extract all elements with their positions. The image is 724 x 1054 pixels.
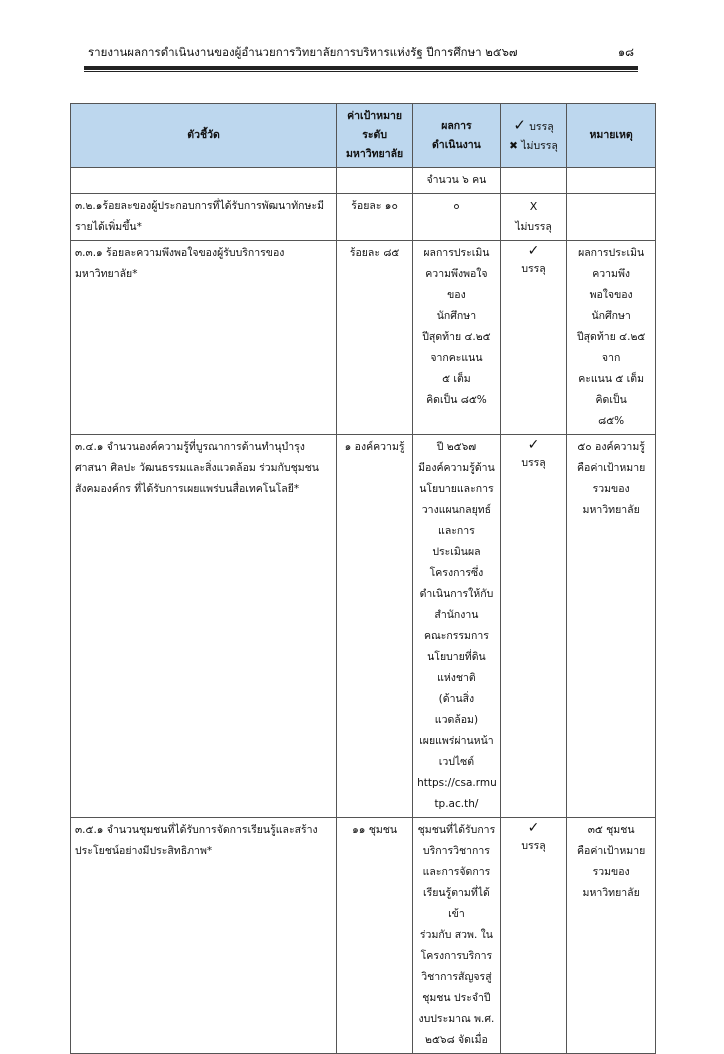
indicator-cell: ๓.๓.๑ ร้อยละความพึงพอใจของผู้รับบริการของมหาวิทยาลัย*: [71, 241, 337, 435]
result-line: tp.ac.th/: [434, 798, 479, 810]
result-line: เวปไซต์: [438, 756, 475, 768]
result-cell: [413, 194, 501, 241]
result-line: ดำเนินการให้กับ: [419, 588, 494, 600]
target-cell: ร้อยละ ๘๕: [337, 241, 413, 435]
status-cell: [500, 194, 567, 241]
note-line: คือค่าเป้าหมายรวมของ: [576, 462, 646, 495]
status-cell: [500, 818, 567, 1054]
note-line: ผลการประเมินความพึง: [578, 247, 645, 280]
result-line: บริการวิชาการ: [422, 845, 490, 857]
header-rule-thin: [84, 71, 638, 72]
result-cell: [413, 168, 501, 194]
page-number: ๑๘: [617, 45, 634, 59]
header-note: หมายเหตุ: [567, 104, 656, 168]
result-line: ชุมชนที่ได้รับการ: [417, 824, 496, 836]
result-line: มีองค์ความรู้ด้าน: [418, 462, 495, 474]
report-title: รายงานผลการดำเนินงานของผู้อำนวยการวิทยาลัยการบริหารแห่งรัฐ ปีการศึกษา ๒๕๖๗: [88, 45, 518, 59]
check-icon: ✓: [513, 115, 526, 134]
result-line: และการจัดการ: [422, 866, 491, 878]
result-line: แห่งชาติ: [437, 672, 476, 684]
header-result: [413, 104, 501, 168]
indicator-cell: ๓.๔.๑ จำนวนองค์ความรู้ที่บูรณาการด้านทำนุบำรุงศาสนา ศิลปะ วัฒนธรรมและสิ่งแวดล้อม ร่วมกับชุมชน สังคมองค์กร ที่ได้รับการเผยแพร่บนสื่อเทคโนโลยี*: [71, 435, 337, 818]
note-cell: [567, 241, 656, 435]
result-line: เรียนรู้ตามที่ได้เข้า: [423, 887, 490, 920]
header-result-line: ผลการ: [441, 119, 472, 132]
result-line: ความพึงพอใจของ: [425, 268, 488, 301]
target-cell: [337, 168, 413, 194]
result-line: ๕ เต็ม: [442, 373, 471, 385]
note-line: มหาวิทยาลัย: [582, 504, 640, 516]
indicator-cell: ๓.๕.๑ จำนวนชุมชนที่ได้รับการจัดการเรียนรู้และสร้างประโยชน์อย่างมีประสิทธิภาพ*: [71, 818, 337, 1054]
result-line: จำนวน ๖ คน: [426, 174, 487, 186]
header-status: [500, 104, 567, 168]
result-line: และการ: [438, 525, 475, 537]
result-cell: [413, 241, 501, 435]
target-cell: ๑๑ ชุมชน: [337, 818, 413, 1054]
note-line: คือค่าเป้าหมายรวมของ: [576, 845, 646, 878]
note-cell: [567, 168, 656, 194]
result-line: เผยแพร่ผ่านหน้า: [419, 735, 494, 747]
result-line: ชุมชน ประจำปี: [422, 992, 491, 1004]
note-cell: [567, 194, 656, 241]
header-target: [337, 104, 413, 168]
note-line: ปีสุดท้าย ๔.๒๕ จาก: [576, 331, 646, 364]
result-line: ๐: [453, 200, 460, 212]
result-line: ร่วมกับ สวพ. ใน: [419, 929, 493, 941]
note-line: พอใจของนักศึกษา: [589, 289, 633, 322]
indicator-table: [70, 103, 656, 1054]
result-cell: [413, 818, 501, 1054]
result-line: https://csa.rmu: [417, 777, 497, 789]
status-not-met-legend: [505, 137, 563, 156]
target-cell: ร้อยละ ๑๐: [337, 194, 413, 241]
result-cell: [413, 435, 501, 818]
status-not-met-label: ไม่บรรลุ: [521, 139, 558, 152]
status-met-label: บรรลุ: [529, 120, 554, 133]
result-line: งบประมาณ พ.ศ.: [418, 1013, 495, 1025]
result-line: วิชาการสัญจรสู่: [421, 971, 492, 983]
note-cell: [567, 818, 656, 1054]
status-label: บรรลุ: [521, 263, 546, 275]
check-icon: ✓: [527, 437, 540, 453]
result-line: โครงการซึ่ง: [429, 567, 484, 579]
result-line: นโยบายที่ดิน: [427, 651, 486, 663]
result-line: ปีสุดท้าย ๔.๒๕: [422, 331, 491, 343]
note-cell: [567, 435, 656, 818]
table-header-row: [71, 104, 656, 168]
result-line: ประเมินผล: [432, 546, 481, 558]
note-line: มหาวิทยาลัย: [582, 887, 640, 899]
result-line: (ด้านสิ่งแวดล้อม): [434, 693, 479, 726]
status-met-legend: [505, 116, 563, 137]
result-line: คิดเป็น ๘๕%: [426, 394, 487, 406]
header-target-line: ค่าเป้าหมาย: [347, 110, 403, 122]
status-label: บรรลุ: [521, 840, 546, 852]
table-row: [71, 168, 656, 194]
status-cell: [500, 168, 567, 194]
table-row: [71, 435, 656, 818]
status-cell: [500, 435, 567, 818]
table-row: [71, 194, 656, 241]
result-line: ผลการประเมิน: [423, 247, 490, 259]
result-line: นโยบายและการ: [419, 483, 494, 495]
check-icon: ✓: [527, 820, 540, 836]
status-cell: [500, 241, 567, 435]
indicator-cell: [71, 168, 337, 194]
result-line: โครงการบริการ: [420, 950, 493, 962]
result-line: ปี ๒๕๖๗: [436, 441, 477, 453]
header-rule: [84, 66, 638, 70]
header-result-line: ดำเนินงาน: [431, 138, 481, 151]
result-line: สำนักงาน: [434, 609, 479, 621]
cross-icon: X: [529, 200, 538, 213]
result-line: จากคะแนน: [430, 352, 483, 364]
status-label: บรรลุ: [521, 457, 546, 469]
result-line: วางแผนกลยุทธ์: [421, 504, 492, 516]
table-row: [71, 818, 656, 1054]
header-target-line: มหาวิทยาลัย: [346, 148, 404, 160]
result-line: ๒๕๖๘ จัดเมื่อ: [425, 1034, 488, 1046]
table-row: [71, 241, 656, 435]
note-line: ๕๐ องค์ความรู้: [577, 441, 645, 453]
note-line: ๘๕%: [598, 415, 625, 427]
note-line: คะแนน ๕ เต็ม คิดเป็น: [578, 373, 644, 406]
status-label: ไม่บรรลุ: [515, 221, 552, 233]
page-header: [88, 44, 634, 62]
header-target-line: ระดับ: [362, 129, 387, 141]
result-line: นักศึกษา: [436, 310, 477, 322]
indicator-cell: ๓.๒.๑ร้อยละของผู้ประกอบการที่ได้รับการพัฒนาทักษะมีรายได้เพิ่มขึ้น*: [71, 194, 337, 241]
check-icon: ✓: [527, 243, 540, 259]
note-line: ๓๕ ชุมชน: [587, 824, 635, 836]
target-cell: ๑ องค์ความรู้: [337, 435, 413, 818]
cross-icon: ✖: [509, 139, 518, 152]
header-indicator: ตัวชี้วัด: [71, 104, 337, 168]
result-line: คณะกรรมการ: [424, 630, 489, 642]
